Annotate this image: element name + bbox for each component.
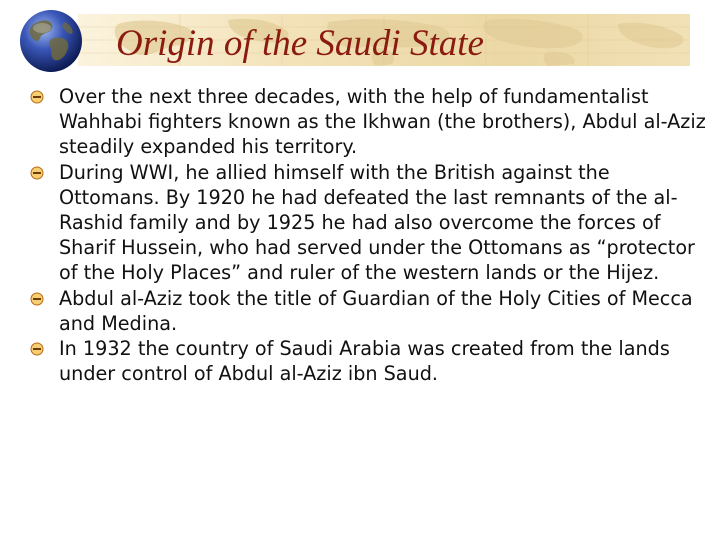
bullet-list bbox=[30, 84, 716, 386]
bullet-text: Abdul al-Aziz took the title of Guardian of the Holy Cities of Mecca and Medina. bbox=[59, 286, 693, 335]
bullet-item bbox=[30, 286, 716, 336]
round-bullet-icon bbox=[30, 342, 44, 356]
bullet-item bbox=[30, 336, 716, 386]
round-bullet-icon bbox=[30, 90, 44, 104]
round-bullet-icon bbox=[30, 166, 44, 180]
bullet-text: During WWI, he allied himself with the British against the Ottomans. By 1920 he had defeated the last remnants of the al-Rashid family and by 1925 he had also overcome the forces of Sharif Hussein, who had served under the Ottomans as “protector of the Holy Places” and ruler of the western lands or the Hijez. bbox=[59, 160, 695, 285]
bullet-item bbox=[30, 84, 716, 160]
bullet-item bbox=[30, 160, 716, 286]
bullet-text: Over the next three decades, with the help of fundamentalist Wahhabi fighters known as the Ikhwan (the brothers), Abdul al-Aziz steadily expanded his territory. bbox=[59, 85, 706, 159]
round-bullet-icon bbox=[30, 292, 44, 306]
slide-title: Origin of the Saudi State bbox=[116, 23, 484, 64]
bullet-text: In 1932 the country of Saudi Arabia was created from the lands under control of Abdul al-Aziz ibn Saud. bbox=[59, 337, 670, 386]
globe-icon bbox=[18, 8, 84, 74]
